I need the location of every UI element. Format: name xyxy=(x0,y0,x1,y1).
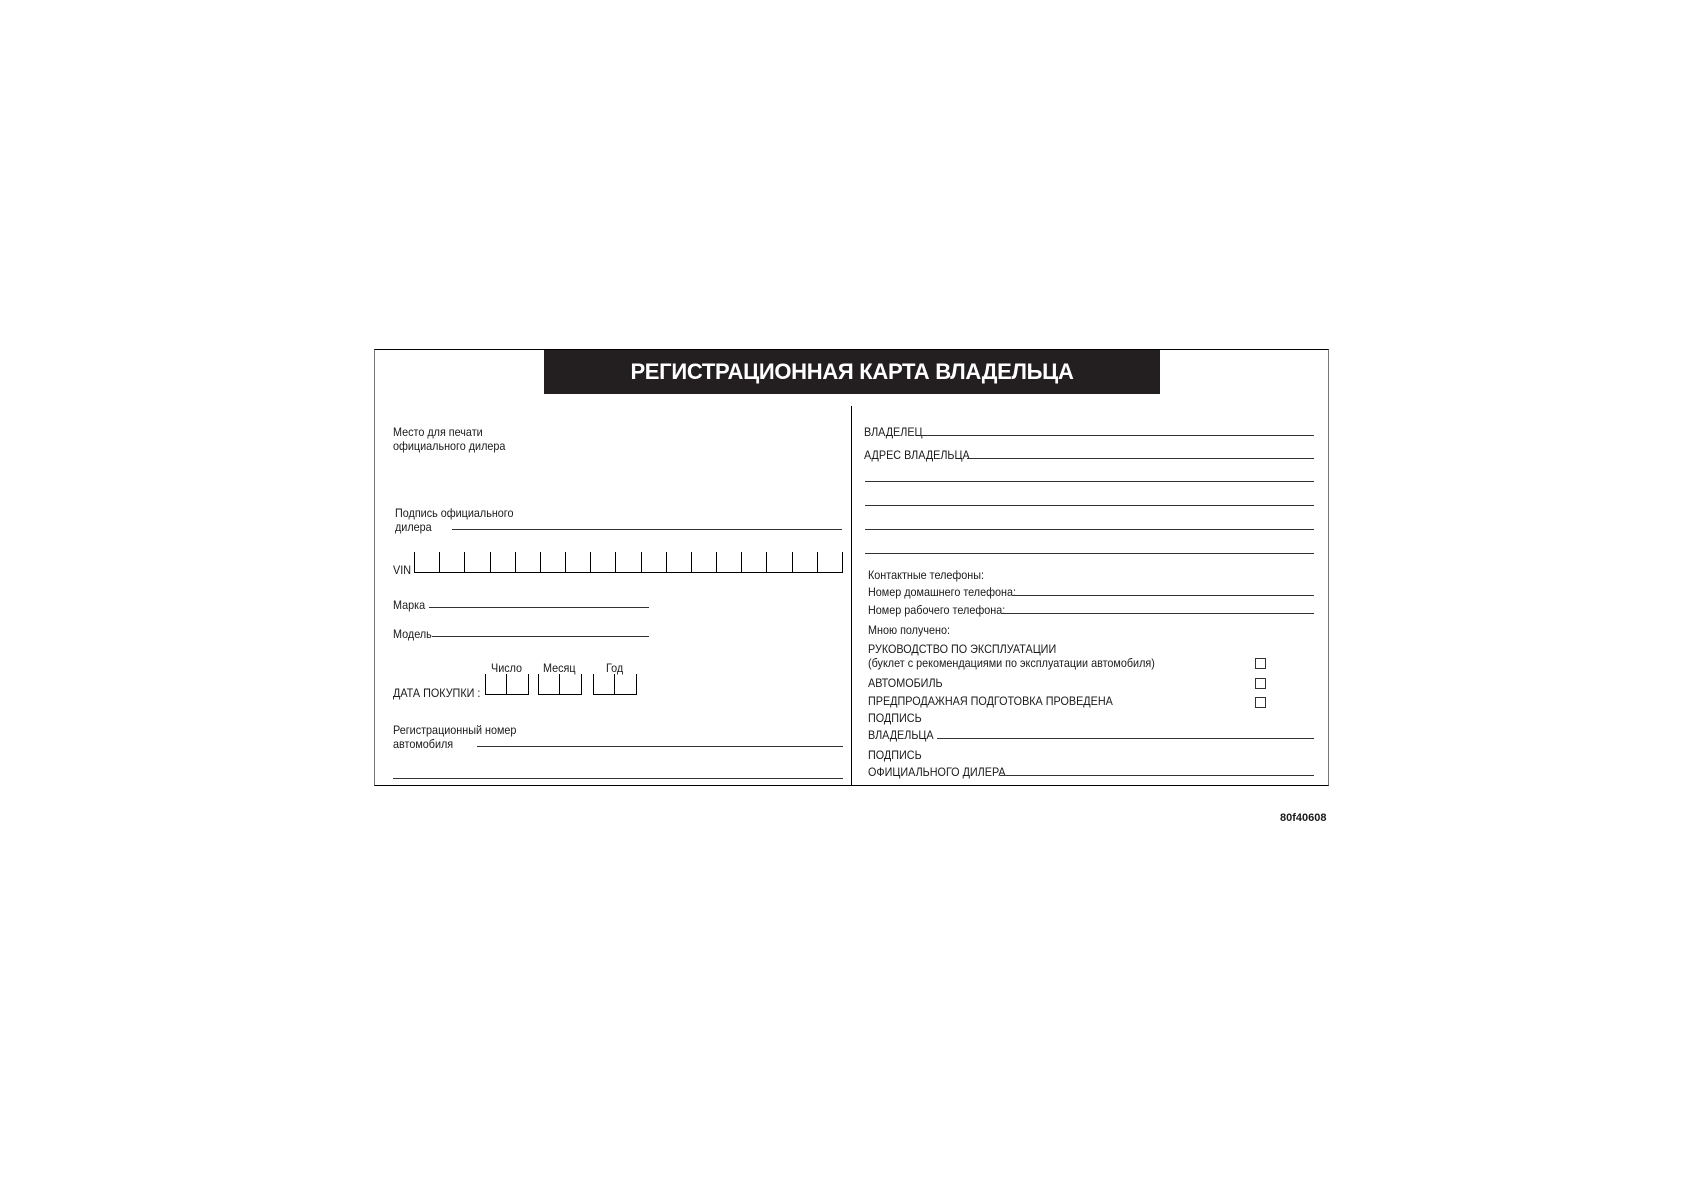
owner-field[interactable] xyxy=(920,435,1314,436)
date-day-label: Число xyxy=(491,661,523,675)
brand-field[interactable] xyxy=(429,607,649,608)
received-label: Мною получено: xyxy=(868,623,950,637)
stamp-place-label-2: официального дилера xyxy=(393,439,506,453)
date-year-field[interactable] xyxy=(593,674,637,695)
reg-number-label-1: Регистрационный номер xyxy=(393,723,517,737)
owner-sign-label-1: ПОДПИСЬ xyxy=(868,711,922,725)
vin-label: VIN xyxy=(393,563,412,577)
manual-label-2: (буклет с рекомендациями по эксплуатации автомобиля) xyxy=(868,656,1155,670)
card-title: РЕГИСТРАЦИОННАЯ КАРТА ВЛАДЕЛЬЦА xyxy=(544,350,1160,394)
vin-cell-divider xyxy=(817,552,818,572)
vin-cell-divider xyxy=(741,552,742,572)
date-cell-divider xyxy=(559,674,560,694)
vin-cell-divider xyxy=(691,552,692,572)
vin-cell-divider xyxy=(540,552,541,572)
date-month-label: Месяц xyxy=(543,661,576,675)
car-label: АВТОМОБИЛЬ xyxy=(868,676,943,690)
date-month-field[interactable] xyxy=(538,674,582,695)
work-phone-label: Номер рабочего телефона: xyxy=(868,603,1006,617)
reg-number-field[interactable] xyxy=(477,746,843,747)
purchase-date-label: ДАТА ПОКУПКИ : xyxy=(393,686,481,700)
home-phone-field[interactable] xyxy=(1012,595,1314,596)
address-label: АДРЕС ВЛАДЕЛЬЦА xyxy=(864,448,970,462)
vin-cell-divider xyxy=(590,552,591,572)
dealer-sign-label-2: дилера xyxy=(395,520,432,534)
dealer-final-sign-label-2: ОФИЦИАЛЬНОГО ДИЛЕРА xyxy=(868,765,1006,779)
date-day-field[interactable] xyxy=(485,674,529,695)
stamp-place-label-1: Место для печати xyxy=(393,425,483,439)
address-line-5[interactable] xyxy=(865,553,1314,554)
address-line-3[interactable] xyxy=(865,505,1314,506)
vin-cell-divider xyxy=(766,552,767,572)
reg-number-label-2: автомобиля xyxy=(393,737,454,751)
presale-label: ПРЕДПРОДАЖНАЯ ПОДГОТОВКА ПРОВЕДЕНА xyxy=(868,694,1113,708)
vin-field[interactable] xyxy=(414,552,843,573)
document-code: 80f40608 xyxy=(1280,812,1327,824)
vin-cell-divider xyxy=(615,552,616,572)
vin-cell-divider xyxy=(716,552,717,572)
vin-cell-divider xyxy=(641,552,642,572)
vin-cell-divider xyxy=(439,552,440,572)
address-line-4[interactable] xyxy=(865,529,1314,530)
date-year-label: Год xyxy=(606,661,624,675)
address-field[interactable] xyxy=(967,458,1314,459)
address-line-2[interactable] xyxy=(865,481,1314,482)
dealer-final-sign-label-1: ПОДПИСЬ xyxy=(868,748,922,762)
owner-sign-field[interactable] xyxy=(937,738,1314,739)
presale-checkbox[interactable] xyxy=(1255,697,1266,708)
contacts-label: Контактные телефоны: xyxy=(868,568,985,582)
model-label: Модель xyxy=(393,627,432,641)
reg-number-field-extra[interactable] xyxy=(393,778,843,779)
owner-label: ВЛАДЕЛЕЦ xyxy=(864,425,923,439)
work-phone-field[interactable] xyxy=(1001,613,1314,614)
model-field[interactable] xyxy=(432,636,649,637)
manual-checkbox[interactable] xyxy=(1255,658,1266,669)
dealer-sign-field[interactable] xyxy=(452,529,842,530)
dealer-sign-label-1: Подпись официального xyxy=(395,506,514,520)
brand-label: Марка xyxy=(393,598,426,612)
vin-cell-divider xyxy=(490,552,491,572)
vin-cell-divider xyxy=(666,552,667,572)
manual-label-1: РУКОВОДСТВО ПО ЭКСПЛУАТАЦИИ xyxy=(868,642,1057,656)
home-phone-label: Номер домашнего телефона: xyxy=(868,585,1016,599)
car-checkbox[interactable] xyxy=(1255,678,1266,689)
vin-cell-divider xyxy=(792,552,793,572)
vin-cell-divider xyxy=(515,552,516,572)
owner-sign-label-2: ВЛАДЕЛЬЦА xyxy=(868,728,934,742)
date-cell-divider xyxy=(614,674,615,694)
vin-cell-divider xyxy=(842,552,843,572)
vin-cell-divider xyxy=(464,552,465,572)
column-divider xyxy=(851,406,852,786)
vin-cell-divider xyxy=(565,552,566,572)
date-cell-divider xyxy=(506,674,507,694)
dealer-final-sign-field[interactable] xyxy=(1000,775,1314,776)
